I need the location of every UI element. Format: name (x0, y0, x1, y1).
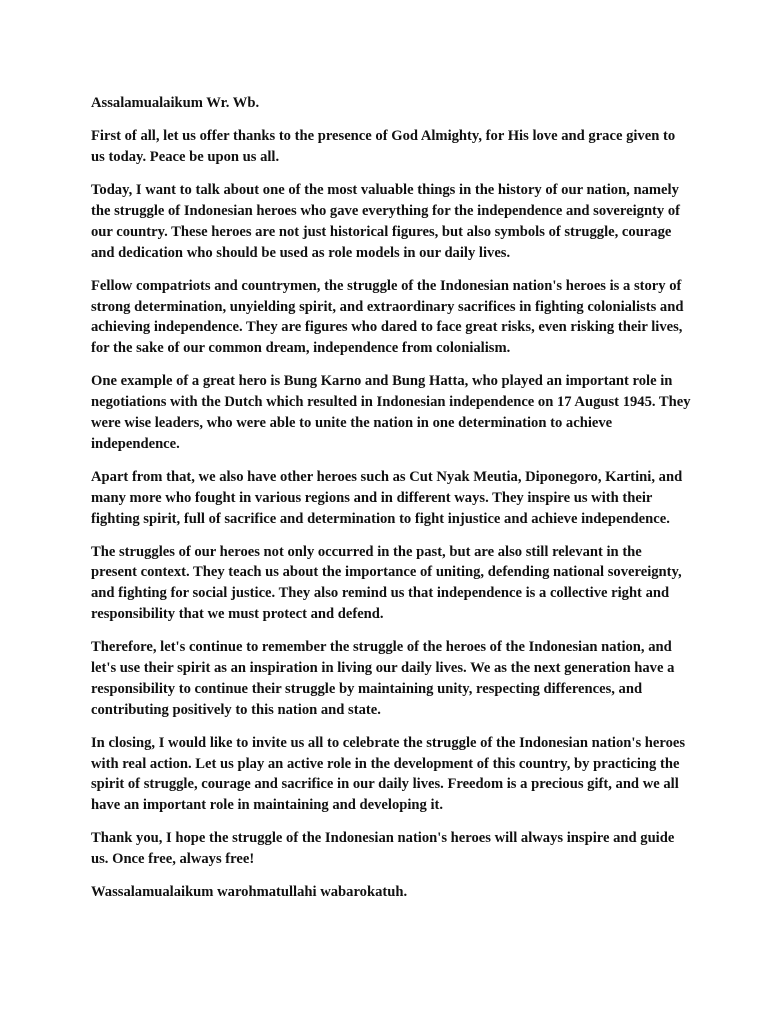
closing-salutation: Wassalamualaikum warohmatullahi wabarokatuh. (91, 884, 408, 901)
document-page (91, 93, 691, 916)
paragraph-opening-thanks: First of all, let us offer thanks to the presence of God Almighty, for His love and grace given to us today. Peace be upon us all. (91, 128, 676, 165)
paragraph-bung-karno-hatta: One example of a great hero is Bung Karno and Bung Hatta, who played an important role in negotiations with the Dutch which resulted in Indonesian independence on 17 August 1945. They were wise leaders, who were able to unite the nation in one determination to achieve independence. (91, 373, 691, 452)
paragraph-therefore: Therefore, let's continue to remember the struggle of the heroes of the Indonesian nation, and let's use their spirit as an inspiration in living our daily lives. We as the next generation have a responsibility to continue their struggle by maintaining unity, respecting differences, and contributing positively to this nation and state. (91, 639, 675, 718)
paragraph-relevance: The struggles of our heroes not only occurred in the past, but are also still relevant in the present context. They teach us about the importance of uniting, defending national sovereignty, and fighting for social justice. They also remind us that independence is a collective right and responsibility that we must protect and defend. (91, 543, 682, 623)
greeting: Assalamualaikum Wr. Wb. (91, 95, 260, 111)
paragraph-other-heroes: Apart from that, we also have other heroes such as Cut Nyak Meutia, Diponegoro, Kartini, and many more who fought in various regions and in different ways. They inspire us with their fighting spirit, full of sacrifice and determination to fight injustice and achieve independence. (91, 468, 683, 527)
paragraph-topic: Today, I want to talk about one of the most valuable things in the history of our nation, namely the struggle of Indonesian heroes who gave everything for the independence and sovereignty of our country. These heroes are not just historical figures, but also symbols of struggle, courage and dedication who should be used as role models in our daily lives. (91, 182, 681, 261)
paragraph-closing-invite: In closing, I would like to invite us all to celebrate the struggle of the Indonesian nation's heroes with real action. Let us play an active role in the development of this country, by practicing the spirit of struggle, courage and sacrifice in our daily lives. Freedom is a precious gift, and we all have an important role in maintaining and developing it. (91, 734, 686, 814)
paragraph-thank-you: Thank you, I hope the struggle of the Indonesian nation's heroes will always inspire and guide us. Once free, always free! (91, 830, 675, 868)
paragraph-fellow-compatriots: Fellow compatriots and countrymen, the struggle of the Indonesian nation's heroes is a story of strong determination, unyielding spirit, and extraordinary sacrifices in fighting colonialists and achieving independence. They are figures who dared to face great risks, even risking their lives, for the sake of our common dream, independence from colonialism. (91, 277, 684, 357)
